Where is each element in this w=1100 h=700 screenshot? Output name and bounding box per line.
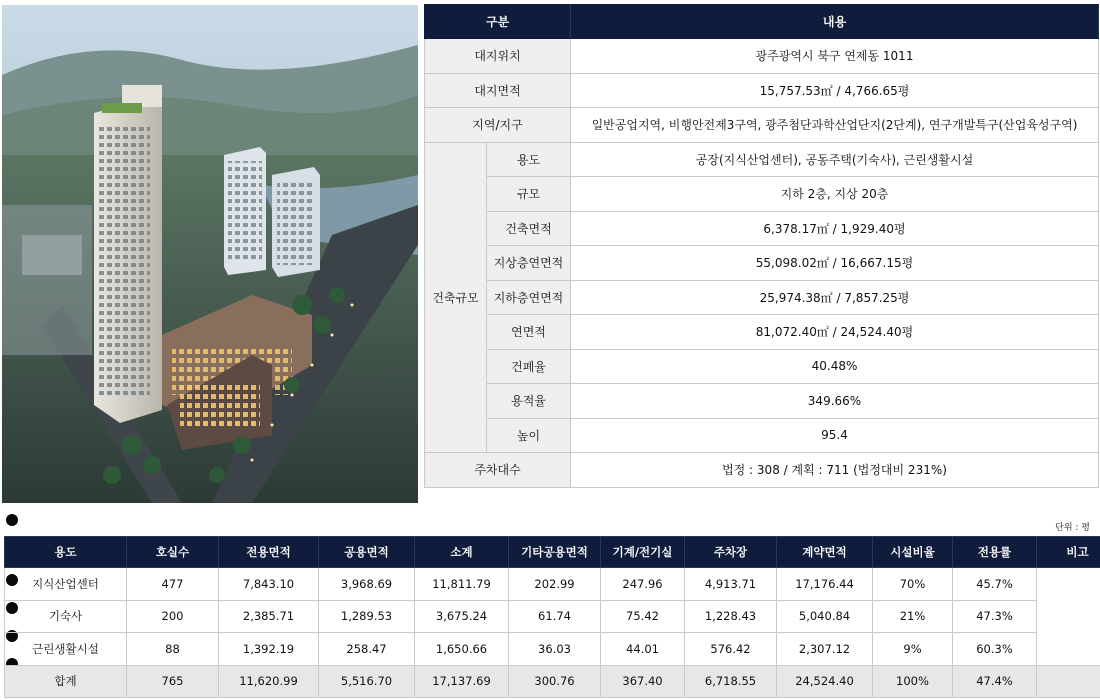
row-value: 349.66% [571, 384, 1099, 419]
row-label: 용도 [487, 142, 571, 177]
column-header: 비고 [1037, 537, 1100, 568]
row-value: 6,378.17㎡ / 1,929.40평 [571, 211, 1099, 246]
column-header: 시설비율 [873, 537, 953, 568]
row-label: 지하층연면적 [487, 280, 571, 315]
cell: 11,620.99 [219, 665, 319, 698]
row-label: 지역/지구 [425, 108, 571, 143]
remarks-cell [1037, 665, 1100, 698]
cell: 100% [873, 665, 953, 698]
cell: 60.3% [953, 633, 1037, 666]
cell: 1,392.19 [219, 633, 319, 666]
outline-row [425, 246, 1099, 281]
header-category: 구분 [425, 5, 571, 39]
table-row [5, 600, 1100, 633]
outline-row [425, 349, 1099, 384]
cell: 합계 [5, 665, 127, 698]
cell: 5,040.84 [777, 600, 873, 633]
outline-row-parking [425, 453, 1099, 488]
row-label: 높이 [487, 418, 571, 453]
building-rendering-image [2, 5, 418, 503]
outline-row [425, 73, 1099, 108]
cell: 36.03 [509, 633, 601, 666]
column-header: 소계 [415, 537, 509, 568]
cell: 576.42 [685, 633, 777, 666]
row-value: 일반공업지역, 비행안전제3구역, 광주첨단과학산업단지(2단계), 연구개발특구(산업육성구역) [571, 108, 1099, 143]
row-value: 95.4 [571, 418, 1099, 453]
unit-note: 단위 : 평 [1055, 523, 1090, 533]
cell: 47.3% [953, 600, 1037, 633]
outline-row [425, 39, 1099, 74]
outline-row [425, 211, 1099, 246]
cell: 17,176.44 [777, 568, 873, 601]
group-label: 건축규모 [425, 142, 487, 453]
row-value: 40.48% [571, 349, 1099, 384]
area-breakdown-table [4, 536, 1100, 698]
remarks-cell [1037, 568, 1100, 666]
cell: 202.99 [509, 568, 601, 601]
row-label: 건폐율 [487, 349, 571, 384]
column-header: 기타공용면적 [509, 537, 601, 568]
column-header: 주차장 [685, 537, 777, 568]
cell: 1,228.43 [685, 600, 777, 633]
cell: 765 [127, 665, 219, 698]
row-value: 공장(지식산업센터), 공동주택(기숙사), 근린생활시설 [571, 142, 1099, 177]
cell: 11,811.79 [415, 568, 509, 601]
row-value: 15,757.53㎡ / 4,766.65평 [571, 73, 1099, 108]
cell: 2,385.71 [219, 600, 319, 633]
column-header: 호실수 [127, 537, 219, 568]
cell: 70% [873, 568, 953, 601]
row-label: 주차대수 [425, 453, 571, 488]
row-value: 법정 : 308 / 계획 : 711 (법정대비 231%) [571, 453, 1099, 488]
row-value: 55,098.02㎡ / 16,667.15평 [571, 246, 1099, 281]
cell: 88 [127, 633, 219, 666]
row-label: 연면적 [487, 315, 571, 350]
cell: 300.76 [509, 665, 601, 698]
cell: 기숙사 [5, 600, 127, 633]
cell: 9% [873, 633, 953, 666]
cell: 477 [127, 568, 219, 601]
header-content: 내용 [571, 5, 1099, 39]
row-label: 용적율 [487, 384, 571, 419]
project-outline-table [424, 4, 1099, 488]
column-header: 공용면적 [319, 537, 415, 568]
cell: 지식산업센터 [5, 568, 127, 601]
cell: 44.01 [601, 633, 685, 666]
binder-hole [6, 514, 18, 526]
row-label: 규모 [487, 177, 571, 212]
cell: 6,718.55 [685, 665, 777, 698]
row-value: 광주광역시 북구 연제동 1011 [571, 39, 1099, 74]
column-header: 전용률 [953, 537, 1037, 568]
cell: 2,307.12 [777, 633, 873, 666]
cell: 7,843.10 [219, 568, 319, 601]
outline-row [425, 418, 1099, 453]
column-header: 전용면적 [219, 537, 319, 568]
outline-row [425, 142, 1099, 177]
outline-row [425, 384, 1099, 419]
total-row [5, 665, 1100, 698]
cell: 247.96 [601, 568, 685, 601]
cell: 1,289.53 [319, 600, 415, 633]
cell: 5,516.70 [319, 665, 415, 698]
column-header: 계약면적 [777, 537, 873, 568]
cell: 17,137.69 [415, 665, 509, 698]
column-header: 용도 [5, 537, 127, 568]
outline-row [425, 280, 1099, 315]
row-label: 대지위치 [425, 39, 571, 74]
cell: 258.47 [319, 633, 415, 666]
cell: 21% [873, 600, 953, 633]
table-row [5, 633, 1100, 666]
table-row [5, 568, 1100, 601]
cell: 3,968.69 [319, 568, 415, 601]
cell: 200 [127, 600, 219, 633]
row-label: 지상층연면적 [487, 246, 571, 281]
row-label: 대지면적 [425, 73, 571, 108]
row-value: 81,072.40㎡ / 24,524.40평 [571, 315, 1099, 350]
cell: 1,650.66 [415, 633, 509, 666]
row-label: 건축면적 [487, 211, 571, 246]
cell: 61.74 [509, 600, 601, 633]
cell: 3,675.24 [415, 600, 509, 633]
outline-row [425, 315, 1099, 350]
cell: 4,913.71 [685, 568, 777, 601]
area-header-row [5, 537, 1100, 568]
column-header: 기계/전기실 [601, 537, 685, 568]
cell: 47.4% [953, 665, 1037, 698]
cell: 367.40 [601, 665, 685, 698]
cell: 75.42 [601, 600, 685, 633]
outline-row [425, 177, 1099, 212]
cell: 24,524.40 [777, 665, 873, 698]
outline-header-row [425, 5, 1099, 39]
outline-row [425, 108, 1099, 143]
cell: 근린생활시설 [5, 633, 127, 666]
row-value: 지하 2층, 지상 20층 [571, 177, 1099, 212]
row-value: 25,974.38㎡ / 7,857.25평 [571, 280, 1099, 315]
cell: 45.7% [953, 568, 1037, 601]
